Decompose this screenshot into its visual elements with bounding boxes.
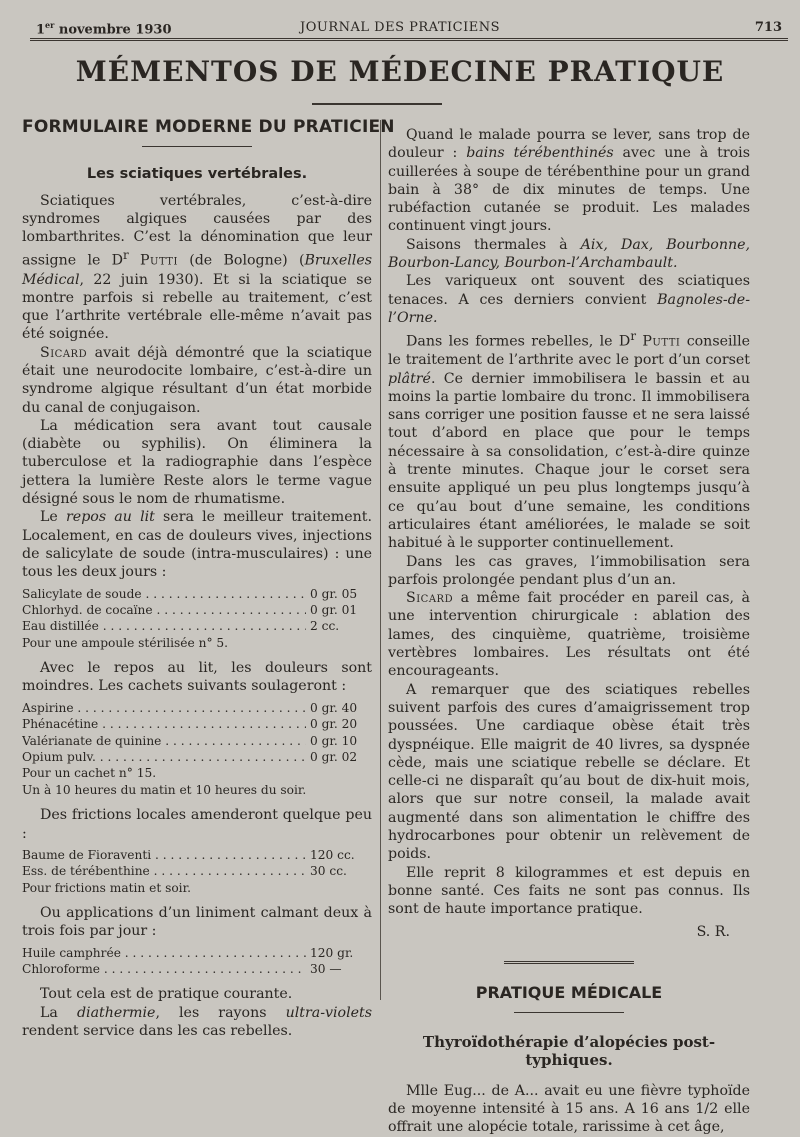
prescription-note: Pour une ampoule stérilisée n° 5.: [22, 635, 229, 650]
prescription-note: Pour un cachet n° 15.: [22, 766, 157, 781]
paragraph: Des frictions locales amenderont quelque peu :: [22, 807, 372, 842]
prescription-note: Un à 10 heures du matin et 10 heures du soir.: [22, 782, 307, 797]
header-page-number: 713: [754, 20, 782, 35]
section-rule: [142, 146, 252, 147]
paragraph: Sicard avait déjà démontré que la sciatique était une neurodocite lombaire, c’est-à-dire un syndrome algique résultant d’un état morbide du canal de conjugaison.: [22, 344, 372, 416]
paragraph: La médication sera avant tout causale (diabète ou syphilis). On éliminera la tuberculose et la radiographie dans l’espèce jettera la lumière Reste alors le terme vague désigné sous le nom de rhumatisme.: [22, 417, 372, 508]
paragraph: Tout cela est de pratique courante.: [40, 986, 293, 1003]
prescription-frictions: [22, 847, 372, 896]
prescription-line: Chlorhyd. de cocaïne . . . 0 gr. 01: [22, 602, 372, 618]
paragraph: Saisons thermales à Aix, Dax, Bourbonne, Bourbon-Lancy, Bourbon-l’Archambault.: [388, 236, 750, 272]
paragraph: Sciatiques vertébrales, c’est-à-dire syndromes algiques causées par des lombarthrites. C’est la dénomination que leur assigne le $D^r$ Putti (de Bologne) (Bruxelles Médical, 22 juin 1930). Et si la sciatique se montre parfois si rebelle au traitement, c’est que l’arthrite vertébrale elle-même n’avait pas été soignée.: [22, 192, 372, 343]
paragraph: Avec le repos au lit, les douleurs sont moindres. Les cachets suivants soulageront :: [22, 660, 372, 695]
prescription-line: Ess. de térébenthine . . . 30 cc.: [22, 863, 372, 879]
main-title: MÉMENTOS DE MÉDECINE PRATIQUE: [75, 55, 725, 88]
prescription-note: Pour frictions matin et soir.: [22, 880, 191, 895]
paragraph: A remarquer que des sciatiques rebelles suivent parfois des cures d’amaigrissement trop poussées. Une cardiaque obèse était très dyspnéique. Elle maigrit de 40 livres, sa dyspnée cède, mais une sciatique rebelle se déclare. Et celle-ci ne disparaît qu’au bout de dix-huit mois, alors que sur notre conseil, la malade avait augmenté dans son alimentation le chiffre des hydrocarbones pour obtenir un relèvement de poids.: [388, 681, 750, 863]
header-date: 1er novembre 1930: [36, 20, 172, 38]
paragraph: Le repos au lit sera le meilleur traitement. Localement, en cas de douleurs vives, injections de salicylate de soude (intra-musculaires) : une tous les deux jours :: [22, 509, 372, 581]
paragraph: La diathermie, les rayons ultra-violets rendent service dans les cas rebelles.: [22, 1004, 372, 1040]
section-rule: [514, 1012, 624, 1013]
paragraph: Les variqueux ont souvent des sciatiques tenaces. A ces derniers convient Bagnoles-de-l’Orne.: [388, 273, 750, 326]
prescription-line: Salicylate de soude . . . 0 gr. 05: [22, 586, 372, 602]
prescription-cachets: [22, 700, 372, 798]
prescription-line: Phénacétine . . . 0 gr. 20: [22, 716, 372, 732]
article-subtitle: Thyroïdothérapie d’alopécies post-typhiques.: [422, 1033, 716, 1070]
prescription-line: Huile camphrée . . . 120 gr.: [22, 945, 372, 961]
prescription-line: Baume de Fioraventi . . . 120 cc.: [22, 847, 372, 863]
prescription-line: Opium pulv. . . . 0 gr. 02: [22, 749, 372, 765]
prescription-liniment: [22, 945, 372, 978]
paragraph: Dans les cas graves, l’immobilisation sera parfois prolongée pendant plus d’un an.: [388, 553, 750, 588]
paragraph: Ou applications d’un liniment calmant deux à trois fois par jour :: [22, 905, 372, 940]
paragraph: Elle reprit 8 kilogrammes et est depuis en bonne santé. Ces faits ne sont pas connus. Ils sont de haute importance pratique.: [388, 864, 750, 918]
paragraph: Quand le malade pourra se lever, sans trop de douleur : bains térébenthinés avec une à trois cuillerées à soupe de térébenthine pour un grand bain à 38° de dix minutes de temps. Une rubéfaction cutanée se produit. Les malades continuent vingt jours.: [388, 127, 751, 235]
header-journal-name: JOURNAL DES PRATICIENS: [300, 20, 500, 35]
column-divider: [380, 120, 381, 1000]
prescription-line: Eau distillée . . . 2 cc.: [22, 618, 372, 634]
paragraph: Mlle Eug... de A... avait eu une fièvre typhoïde de moyenne intensité à 15 ans. A 16 ans 1/2 elle offrait une alopécie totale, rarissime à cet âge,: [388, 1082, 750, 1136]
article-subtitle: Les sciatiques vertébrales.: [86, 166, 308, 183]
prescription-line: Chloroforme . . . 30 —: [22, 961, 372, 977]
section-title-pratique: PRATIQUE MÉDICALE: [475, 982, 663, 1002]
title-rule: [312, 103, 442, 105]
paragraph: Sicard a même fait procéder en pareil cas, à une intervention chirurgicale : ablation des lames, des cinquième, quatrième, troisième vertèbres lombaires. Les résultats ont été encourageants.: [388, 590, 750, 680]
paragraph: Dans les formes rebelles, le $D^r$ Putti conseille le traitement de l’arthrite avec le port d’un corset plâtré. Ce dernier immobilisera le bassin et au moins la partie lombaire du tronc. Il immobilisera sans corriger une position fausse et ne sera laissé tout d’abord en place que pour le temps nécessaire à sa consolidation, c’est-à-dire quinze à trente minutes. Chaque jour le corset sera ensuite appliqué un peu plus longtemps jusqu’à ce qu’au bout d’une semaine, les conditions articulaires étant améliorées, le malade se soit habitué à le supporter continuellement.: [388, 329, 751, 552]
author-signature: S. R.: [696, 923, 730, 940]
prescription-injection: [22, 586, 372, 652]
section-title-formulaire: FORMULAIRE MODERNE DU PRATICIEN: [22, 117, 395, 137]
left-column: [22, 117, 395, 1040]
right-column: [388, 126, 750, 1137]
prescription-line: Aspirine . . . 0 gr. 40: [22, 700, 372, 716]
section-separator: [504, 961, 634, 964]
header-rule: [30, 38, 788, 41]
prescription-line: Valérianate de quinine . . . 0 gr. 10: [22, 733, 372, 749]
